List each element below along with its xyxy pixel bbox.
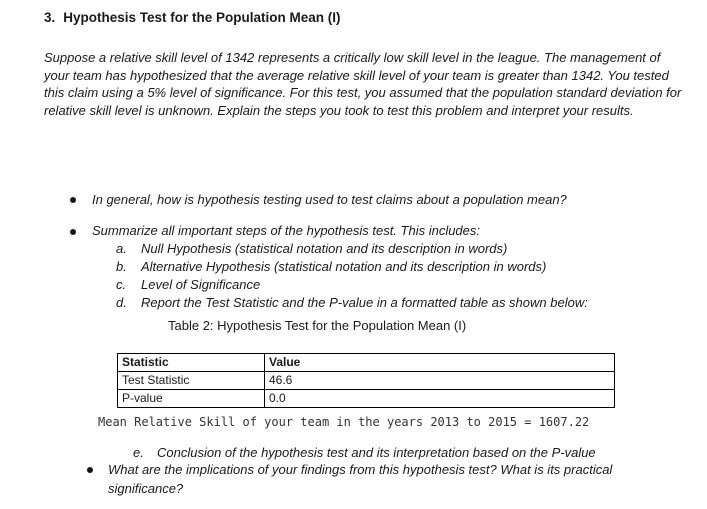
- step-letter-b: b.: [116, 259, 127, 274]
- step-alternative-hypothesis: Alternative Hypothesis (statistical notation and its description in words): [141, 259, 547, 274]
- step-letter-d: d.: [116, 295, 127, 310]
- bullet-steps-intro: Summarize all important steps of the hypothesis test. This includes:: [92, 223, 481, 238]
- header-value: Value: [265, 354, 615, 372]
- step-level-of-significance: Level of Significance: [141, 277, 261, 292]
- table-caption: Table 2: Hypothesis Test for the Population Mean (I): [168, 318, 467, 333]
- bullet-dot: [70, 229, 76, 235]
- row-pvalue-value: 0.0: [265, 390, 615, 408]
- section-title: Hypothesis Test for the Population Mean (I): [63, 10, 341, 25]
- table-row: [118, 372, 615, 390]
- header-statistic: Statistic: [118, 354, 265, 372]
- row-statistic-value: 46.6: [265, 372, 615, 390]
- bullet-dot: [70, 197, 76, 203]
- hypothesis-test-table: [117, 353, 615, 408]
- mean-skill-output: Mean Relative Skill of your team in the years 2013 to 2015 = 1607.22: [98, 415, 590, 429]
- step-letter-e: e.: [133, 445, 144, 460]
- step-null-hypothesis: Null Hypothesis (statistical notation and its description in words): [141, 241, 508, 256]
- intro-paragraph: Suppose a relative skill level of 1342 represents a critically low skill level in the league. The management of your team has hypothesized that the average relative skill level of your team is greater than 1342. You tested this claim using a 5% level of significance. For this test, you assumed that the population standard deviation for relative skill level is unknown. Explain the steps you took to test this problem and interpret your results.: [44, 50, 682, 118]
- section-number: 3.: [44, 10, 56, 25]
- step-report-statistic: Report the Test Statistic and the P-value in a formatted table as shown below:: [141, 295, 588, 310]
- step-letter-c: c.: [116, 277, 127, 292]
- table-row: [118, 390, 615, 408]
- bullet-question-1: In general, how is hypothesis testing used to test claims about a population mean?: [92, 192, 567, 207]
- bullet-dot: [87, 467, 93, 473]
- row-statistic-label: Test Statistic: [118, 372, 265, 390]
- bullet-implications-line1: What are the implications of your findings from this hypothesis test? What is its practical: [108, 462, 613, 477]
- step-conclusion: Conclusion of the hypothesis test and its interpretation based on the P-value: [157, 445, 596, 460]
- bullet-implications-line2: significance?: [108, 481, 184, 496]
- table-header-row: [118, 354, 615, 372]
- step-letter-a: a.: [116, 241, 127, 256]
- row-pvalue-label: P-value: [118, 390, 265, 408]
- section-heading: [44, 10, 341, 25]
